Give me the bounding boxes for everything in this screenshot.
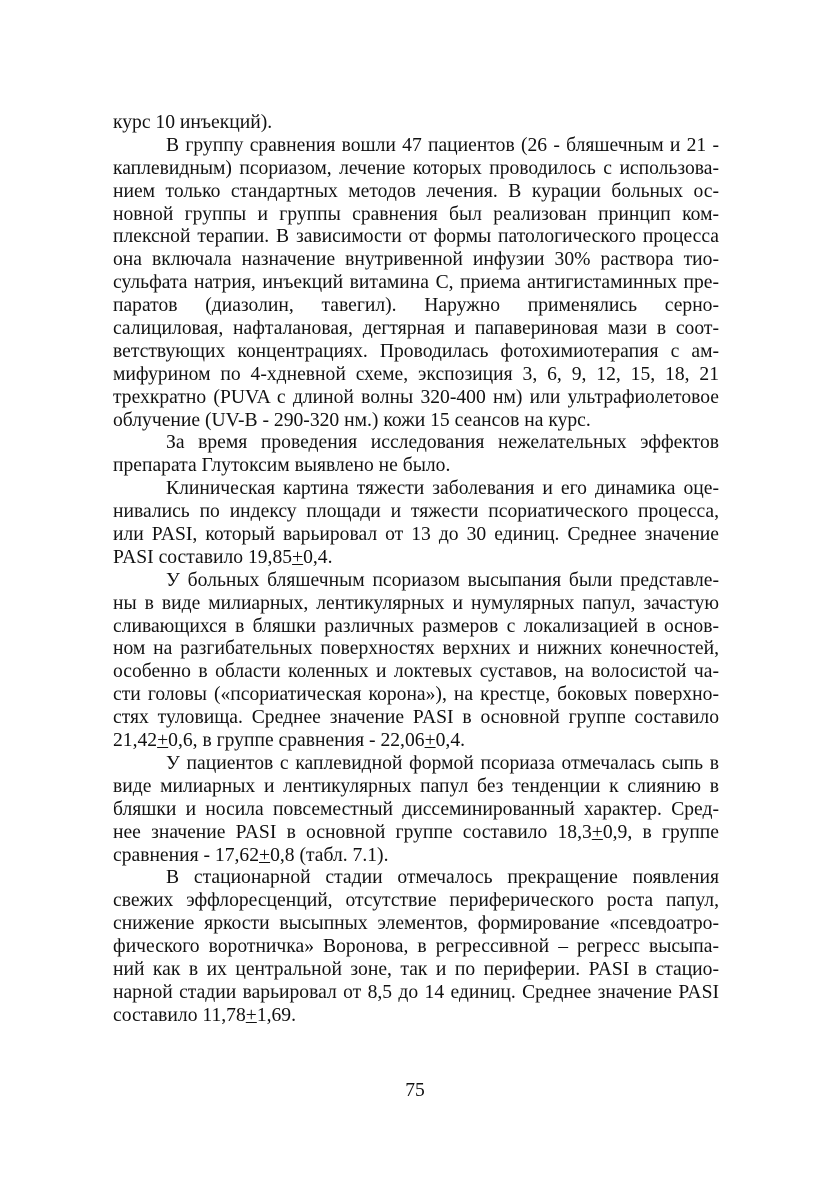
text-line: виде милиарных и лентикулярных папул без тенденции к слиянию в: [113, 775, 719, 797]
text-line: или PASI, который варьировал от 13 до 30 единиц. Среднее значение: [113, 524, 719, 546]
page-number: 75: [405, 1080, 425, 1101]
text-segment: сравнения - 17,62: [113, 844, 260, 866]
text-segment: 21,42: [113, 730, 158, 752]
text-line: ветствующих концентрациях. Проводилась фотохимиотерапия с ам-: [113, 340, 719, 362]
text-segment: 0,4.: [303, 546, 333, 568]
text-line: нием только стандартных методов лечения. В курации больных ос-: [113, 180, 719, 202]
text-line: нивались по индексу площади и тяжести псориатического процесса,: [113, 501, 719, 523]
text-segment: 0,9, в группе: [602, 821, 719, 843]
text-line: она включала назначение внутривенной инфузии 30% раствора тио-: [113, 249, 719, 271]
text-line: салициловая, нафталановая, дегтярная и папавериновая мази в соот-: [113, 318, 719, 340]
text-line: стях туловища. Среднее значение PASI в основной группе составило: [113, 707, 719, 729]
text-line: плексной терапии. В зависимости от формы патологического процесса: [113, 226, 719, 248]
text-line: свежих эффлоресценций, отсутствие периферического роста папул,: [113, 890, 719, 912]
text-line: мифурином по 4-хдневной схеме, экспозиция 3, 6, 9, 12, 15, 18, 21: [113, 363, 719, 385]
text-line: [113, 822, 719, 845]
text-line: паратов (диазолин, тавегил). Наружно применялись серно-: [113, 295, 719, 317]
text-line: сульфата натрия, инъекций витамина С, приема антигистаминных пре-: [113, 272, 719, 294]
text-line: [113, 547, 719, 570]
text-segment: 0,8 (табл. 7.1).: [270, 844, 389, 866]
text-line: [113, 730, 719, 753]
plus-minus-sign: +: [591, 821, 603, 843]
text-segment: 0,4.: [435, 730, 466, 752]
text-line: трехкратно (PUVA с длиной волны 320-400 нм) или ультрафиолетовое: [113, 386, 719, 408]
text-line: бляшки и носила повсеместный диссеминированный характер. Сред-: [113, 798, 719, 820]
text-line: курс 10 инъекций).: [113, 112, 273, 133]
text-segment: PASI составило 19,85: [113, 546, 293, 568]
text-line: У пациентов с каплевидной формой псориаза отмечалась сыпь в: [166, 752, 719, 774]
text-line: особенно в области коленных и локтевых суставов, на волосистой ча-: [113, 661, 719, 683]
text-segment: составило 11,78: [113, 1004, 246, 1026]
body-text: [113, 112, 719, 1028]
plus-minus-sign: +: [424, 730, 436, 752]
text-line: ний как в их центральной зоне, так и по периферии. PASI в стацио-: [113, 958, 719, 980]
plus-minus-sign: +: [157, 730, 169, 752]
text-segment: 1,69.: [256, 1004, 296, 1026]
text-line: В стационарной стадии отмечалось прекращение появления: [166, 867, 719, 889]
text-line: В группу сравнения вошли 47 пациентов (26 - бляшечным и 21 -: [166, 134, 719, 156]
text-line: препарата Глутоксим выявлено не было.: [113, 455, 451, 477]
text-line: сливающихся в бляшки различных размеров с локализацией в основ-: [113, 615, 719, 637]
text-line: [113, 845, 719, 868]
plus-minus-sign: +: [259, 844, 271, 866]
text-line: У больных бляшечным псориазом высыпания были представле-: [166, 569, 719, 591]
text-line: облучение (UV-B - 290-320 нм.) кожи 15 сеансов на курс.: [113, 409, 591, 431]
text-line: новной группы и группы сравнения был реализован принцип ком-: [113, 203, 719, 225]
plus-minus-sign: +: [292, 546, 304, 568]
text-line: ном на разгибательных поверхностях верхних и нижних конечностей,: [113, 638, 719, 660]
text-line: Клиническая картина тяжести заболевания и его динамика оце-: [166, 478, 719, 500]
text-segment: 0,6, в группе сравнения - 22,06: [168, 730, 425, 752]
text-segment: нее значение PASI в основной группе составило 18,3: [113, 821, 592, 843]
text-line: [113, 1005, 719, 1028]
text-line: снижение яркости высыпных элементов, формирование «псевдоатро-: [113, 913, 719, 935]
plus-minus-sign: +: [245, 1004, 257, 1026]
text-line: каплевидным) псориазом, лечение которых проводилось с использова-: [113, 157, 719, 179]
text-line: нарной стадии варьировал от 8,5 до 14 единиц. Среднее значение PASI: [113, 981, 719, 1003]
text-line: За время проведения исследования нежелательных эффектов: [166, 432, 719, 454]
text-line: сти головы («псориатическая корона»), на крестце, боковых поверхно-: [113, 684, 719, 706]
text-line: ны в виде милиарных, лентикулярных и нумулярных папул, зачастую: [113, 592, 719, 614]
text-line: фического воротничка» Воронова, в регрессивной – регресс высыпа-: [113, 936, 719, 958]
